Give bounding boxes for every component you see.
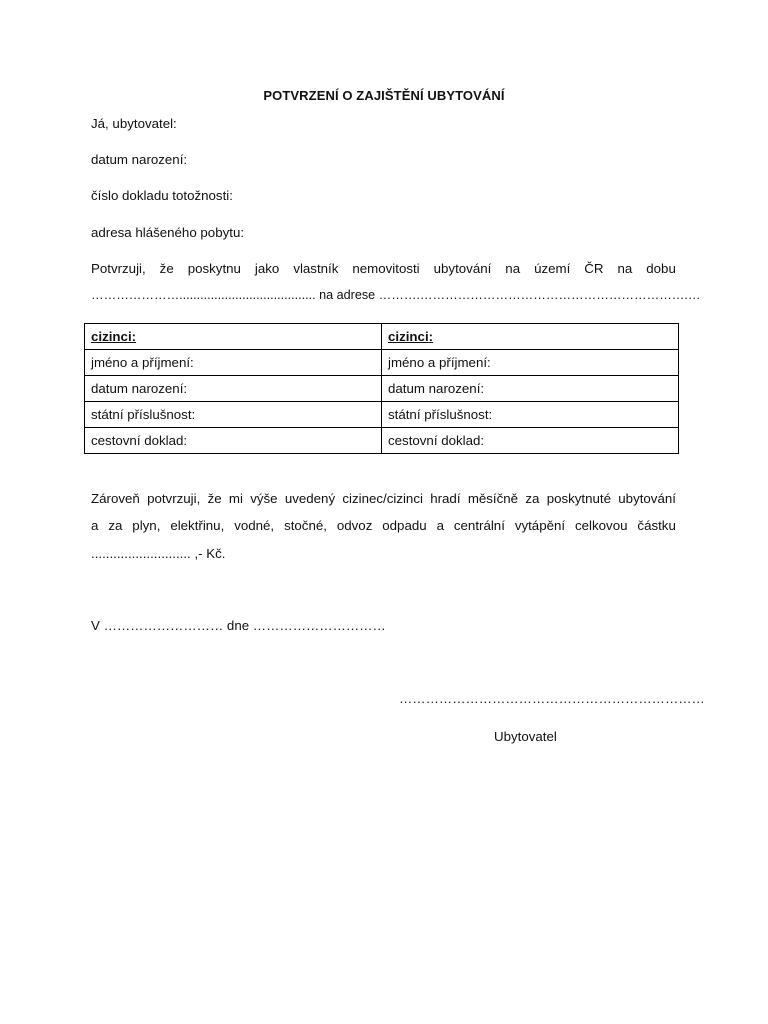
confirmation-word: vlastník <box>293 261 339 276</box>
table-cell: cestovní doklad: <box>85 428 382 454</box>
address-field-label: adresa hlášeného pobytu: <box>91 225 245 240</box>
payment-word: celkovou <box>575 518 628 533</box>
payment-word: za <box>525 491 540 506</box>
confirmation-word: ubytování <box>433 261 492 276</box>
table-row <box>85 324 679 350</box>
payment-word: centrální <box>453 518 505 533</box>
confirmation-word: dobu <box>646 261 676 276</box>
payment-word: ubytování <box>618 491 676 506</box>
confirmation-word: Potvrzuji, <box>91 261 146 276</box>
confirmation-word: na <box>505 261 521 276</box>
confirmation-word: ČR <box>584 261 604 276</box>
payment-line-1 <box>91 491 676 506</box>
payment-word: měsíčně <box>467 491 519 506</box>
payment-word: uvedený <box>284 491 336 506</box>
table-cell: státní příslušnost: <box>85 402 382 428</box>
payment-word: elektřinu, <box>170 518 225 533</box>
payment-word: stočné, <box>284 518 327 533</box>
payment-word: vytápění <box>514 518 566 533</box>
confirmation-word: poskytnu <box>187 261 241 276</box>
table-cell: jméno a příjmení: <box>85 350 382 376</box>
table-header-cell: cizinci: <box>85 324 382 350</box>
confirmation-word: na <box>617 261 633 276</box>
payment-line-2 <box>91 518 676 533</box>
confirmation-line-1 <box>91 261 676 276</box>
birth-date-field-label: datum narození: <box>91 152 188 167</box>
table-row <box>85 428 679 454</box>
confirmation-word: jako <box>254 261 280 276</box>
payment-word: mi <box>228 491 243 506</box>
table-row <box>85 402 679 428</box>
confirmation-word: území <box>534 261 571 276</box>
payment-word: vodné, <box>234 518 275 533</box>
payment-word: a <box>436 518 444 533</box>
table-row <box>85 376 679 402</box>
id-number-field-label: číslo dokladu totožnosti: <box>91 188 233 203</box>
payment-word: odvoz <box>336 518 373 533</box>
place-date-line: V ……………………… dne ………………………… <box>91 618 386 633</box>
table-cell: datum narození: <box>382 376 679 402</box>
table-cell: státní příslušnost: <box>382 402 679 428</box>
payment-word: plyn, <box>132 518 161 533</box>
confirmation-word: že <box>159 261 174 276</box>
payment-word: potvrzuji, <box>147 491 201 506</box>
foreigners-table <box>84 323 679 454</box>
signature-label: Ubytovatel <box>494 729 557 744</box>
document-title: POTVRZENÍ O ZAJIŠTĚNÍ UBYTOVÁNÍ <box>263 88 505 103</box>
table-header-cell: cizinci: <box>382 324 679 350</box>
confirmation-line-2: …………………....................................... na adrese ……….……………………………………………………….… <box>91 288 701 302</box>
payment-word: částku <box>637 518 676 533</box>
table-cell: datum narození: <box>85 376 382 402</box>
payment-amount-line: ........................... ,- Kč. <box>91 546 226 561</box>
accommodator-field-label: Já, ubytovatel: <box>91 116 177 131</box>
payment-word: a <box>91 518 99 533</box>
table-cell: jméno a příjmení: <box>382 350 679 376</box>
payment-word: Zároveň <box>91 491 140 506</box>
payment-word: cizinec/cizinci <box>342 491 423 506</box>
table-row <box>85 350 679 376</box>
payment-word: výše <box>250 491 278 506</box>
confirmation-word: nemovitosti <box>352 261 420 276</box>
payment-word: za <box>108 518 123 533</box>
payment-word: poskytnuté <box>546 491 611 506</box>
payment-word: že <box>207 491 222 506</box>
payment-word: hradí <box>430 491 461 506</box>
signature-line: …………………………………………………………… <box>399 691 705 706</box>
payment-word: odpadu <box>382 518 427 533</box>
table-cell: cestovní doklad: <box>382 428 679 454</box>
